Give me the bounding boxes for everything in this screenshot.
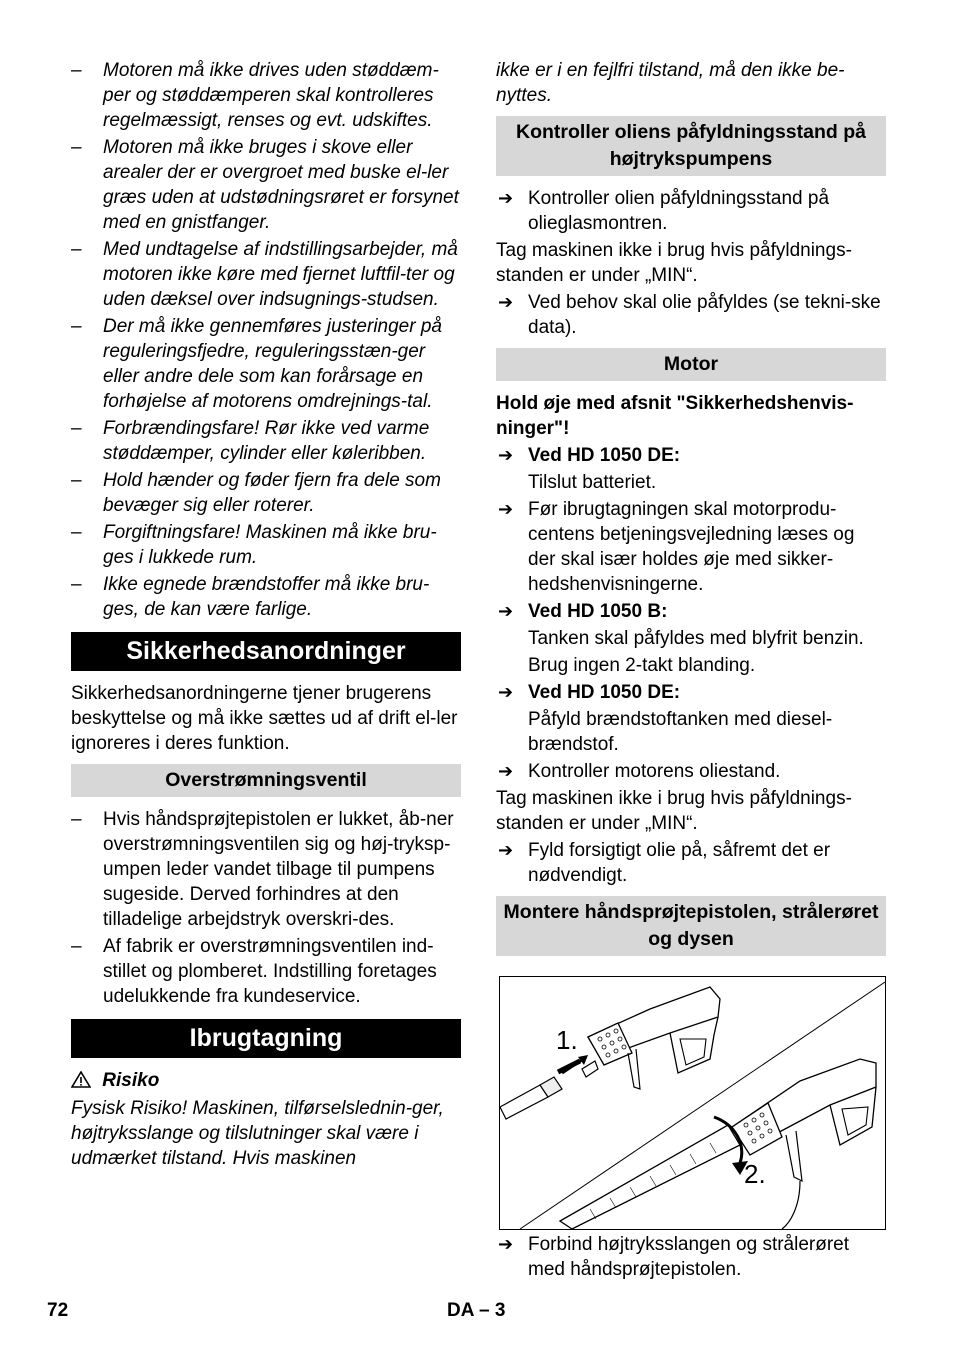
step-detail: Tilslut batteriet.: [528, 472, 657, 493]
motor-note: Tag maskinen ikke i brug hvis påfyldnings-standen er under „MIN“.: [496, 788, 852, 834]
risk-label: Risiko: [71, 1068, 461, 1093]
list-item: – Af fabrik er overstrømningsventilen ind-stillet og plomberet. Indstilling foretages udelukkende fra kundeservice.: [71, 936, 437, 1007]
left-column: [71, 58, 461, 1173]
warning-triangle-icon: [71, 1070, 96, 1091]
step-label-2: 2.: [744, 1159, 766, 1189]
section-footer: DA – 3: [447, 1300, 506, 1321]
arrow-icon: ➔: [498, 682, 514, 702]
list-item: – Forgiftningsfare! Maskinen må ikke bru-ges i lukkede rum.: [71, 522, 437, 568]
subsection-heading-overflow: Overstrømningsventil: [71, 764, 461, 797]
arrow-icon: ➔: [498, 445, 514, 465]
risk-paragraph: Fysisk Risiko! Maskinen, tilførselslednin-ger, højtryksslange og tilslutninger skal være i udmærket tilstand. Hvis maskinen: [71, 1098, 444, 1169]
arrow-icon: ➔: [498, 499, 514, 519]
motor-notice: Hold øje med afsnit "Sikkerhedshenvis-ninger"!: [496, 393, 854, 439]
arrow-icon: ➔: [498, 292, 514, 312]
subsection-heading-oil: Kontroller oliens påfyldningsstand på højtrykspumpens: [496, 116, 886, 176]
step-detail: Brug ingen 2-takt blanding.: [528, 655, 756, 676]
right-column: [496, 58, 886, 1284]
list-item: – Med undtagelse af indstillingsarbejder, må motoren ikke køre med fjernet luftfil-ter og uden dæksel over indsugnings-studsen.: [71, 239, 458, 310]
list-item: ➔ Ved HD 1050 DE:: [498, 445, 681, 466]
subsection-heading-motor: Motor: [496, 348, 886, 381]
safety-paragraph: Sikkerhedsanordningerne tjener brugerens beskyttelse og må ikke sættes ud af drift el-ler ignoreres i deres funktion.: [71, 683, 458, 754]
step-detail: Tanken skal påfyldes med blyfrit benzin.: [528, 628, 864, 649]
list-item: – Forbrændingsfare! Rør ikke ved varme støddæmper, cylinder eller køleribben.: [71, 418, 430, 464]
step-detail: Påfyld brændstoftanken med diesel-brændstof.: [528, 709, 833, 755]
page-number: 72: [47, 1300, 69, 1321]
list-item: ➔ Ved behov skal olie påfyldes (se tekni-ske data).: [498, 292, 881, 338]
step-label-1: 1.: [556, 1025, 578, 1055]
list-item: ➔ Fyld forsigtigt olie på, såfremt det er nødvendigt.: [498, 840, 831, 886]
list-item: ➔ Kontroller motorens oliestand.: [498, 761, 781, 782]
list-item: – Der må ikke gennemføres justeringer på reguleringsfjedre, reguleringsstæn-ger eller andre dele som kan forårsage en forhøjelse af motorens omdrejnings-tal.: [71, 316, 442, 412]
arrow-icon: ➔: [498, 188, 514, 208]
intro-list: [71, 58, 461, 622]
arrow-icon: ➔: [498, 761, 514, 781]
list-item: – Motoren må ikke drives uden støddæm-per og støddæmperen skal kontrolleres regelmæssigt, renses og evt. udskiftes.: [71, 60, 439, 131]
section-heading-safety: Sikkerhedsanordninger: [71, 632, 461, 671]
list-item: ➔ Kontroller olien påfyldningsstand på olieglasmontren.: [498, 188, 830, 234]
list-item: – Ikke egnede brændstoffer må ikke bru-ges, de kan være farlige.: [71, 574, 430, 620]
arrow-icon: ➔: [498, 1234, 514, 1254]
arrow-icon: ➔: [498, 840, 514, 860]
list-item: ➔ Ved HD 1050 DE:: [498, 682, 681, 703]
list-item: ➔ Forbind højtryksslangen og strålerøret med håndsprøjtepistolen.: [498, 1234, 850, 1280]
overflow-list: [71, 807, 461, 1009]
arrow-icon: ➔: [498, 601, 514, 621]
list-item: ➔ Før ibrugtagningen skal motorprodu-centens betjeningsvejledning læses og der skal især holdes øje med sikker-hedshenvisningerne.: [498, 499, 855, 595]
list-item: – Hold hænder og føder fjern fra dele som bevæger sig eller roterer.: [71, 470, 441, 516]
risk-paragraph-continued: ikke er i en fejlfri tilstand, må den ikke be-nyttes.: [496, 60, 845, 106]
spray-gun-illustration: [499, 976, 886, 1230]
section-heading-start: Ibrugtagning: [71, 1019, 461, 1058]
list-item: ➔ Ved HD 1050 B:: [498, 601, 668, 622]
oil-note: Tag maskinen ikke i brug hvis påfyldnings-standen er under „MIN“.: [496, 240, 852, 286]
subsection-heading-mount: Montere håndsprøjtepistolen, strålerøret og dysen: [496, 896, 886, 956]
list-item: – Hvis håndsprøjtepistolen er lukket, åb-ner overstrømningsventilen sig og høj-trykspumpen leder vandet tilbage til pumpens sugeside. Derved forhindres at den tilladelige arbejdstryk overskri-des.: [71, 809, 454, 930]
spray-gun-drawing: [500, 977, 885, 1229]
list-item: – Motoren må ikke bruges i skove eller arealer der er overgroet med buske el-ler græs uden at udstødningsrøret er forsynet med en gnistfanger.: [71, 137, 459, 233]
